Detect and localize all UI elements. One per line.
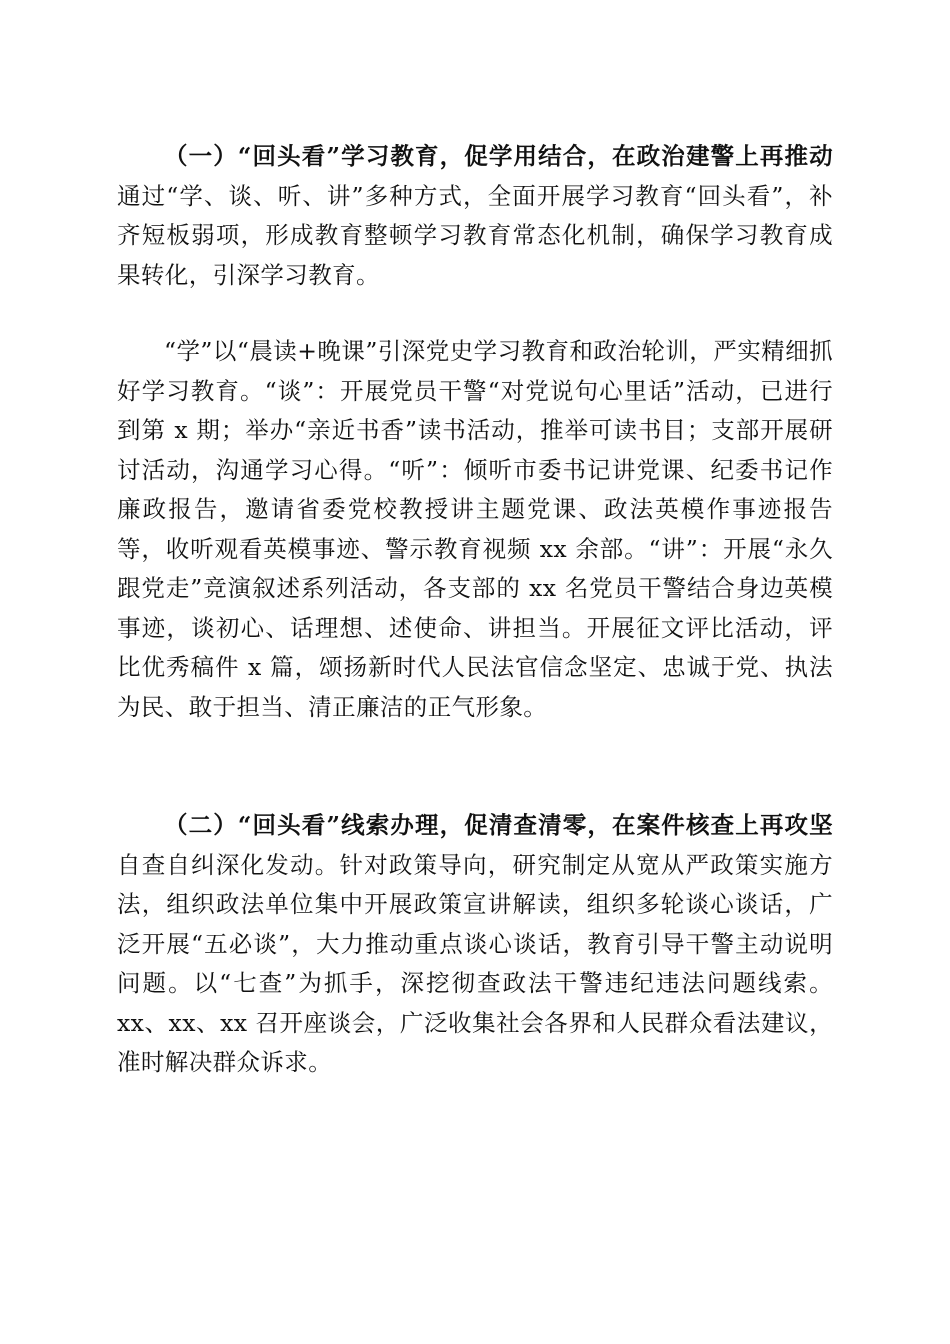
paragraph-1-body: 通过“学、谈、听、讲”多种方式，全面开展学习教育“回头看”，补齐短板弱项，形成教育整顿学习教育常态化机制，确保学习教育成果转化，引深学习教育。 <box>117 181 833 289</box>
paragraph-1-heading: （一）“回头看”学习教育，促学用结合，在政治建警上再推动 <box>164 142 833 170</box>
paragraph-3-body: 自查自纠深化发动。针对政策导向，研究制定从宽从严政策实施方法，组织政法单位集中开展政策宣讲解读，组织多轮谈心谈话，广泛开展“五必谈”，大力推动重点谈心谈话，教育引导干警主动说明问题。以“七查”为抓手，深挖彻查政法干警违纪违法问题线索。xx、xx、xx 召开座谈会，广泛收集社会各界和人民群众看法建议，准时解决群众诉求。 <box>117 850 833 1076</box>
paragraph-1 <box>117 137 833 295</box>
paragraph-3-heading: （二）“回头看”线索办理，促清查清零，在案件核查上再攻坚 <box>164 811 833 839</box>
paragraph-2-body: “学”以“晨读+晚课”引深党史学习教育和政治轮训，严实精细抓好学习教育。“谈”：开展党员干警“对党说句心里话”活动，已进行到第 x 期；举办“亲近书香”读书活动，推举可读书目；支部开展研讨活动，沟通学习心得。“听”：倾听市委书记讲党课、纪委书记作廉政报告，邀请省委党校教授讲主题党课、政法英模作事迹报告等，收听观看英模事迹、警示教育视频 xx 余部。“讲”：开展“永久跟党走”竞演叙述系列活动，各支部的 xx 名党员干警结合身边英模事迹，谈初心、话理想、述使命、讲担当。开展征文评比活动，评比优秀稿件 x 篇，颂扬新时代人民法官信念坚定、忠诚于党、执法为民、敢于担当、清正廉洁的正气形象。 <box>117 337 833 721</box>
paragraph-2 <box>117 332 833 727</box>
paragraph-3 <box>117 806 833 1083</box>
